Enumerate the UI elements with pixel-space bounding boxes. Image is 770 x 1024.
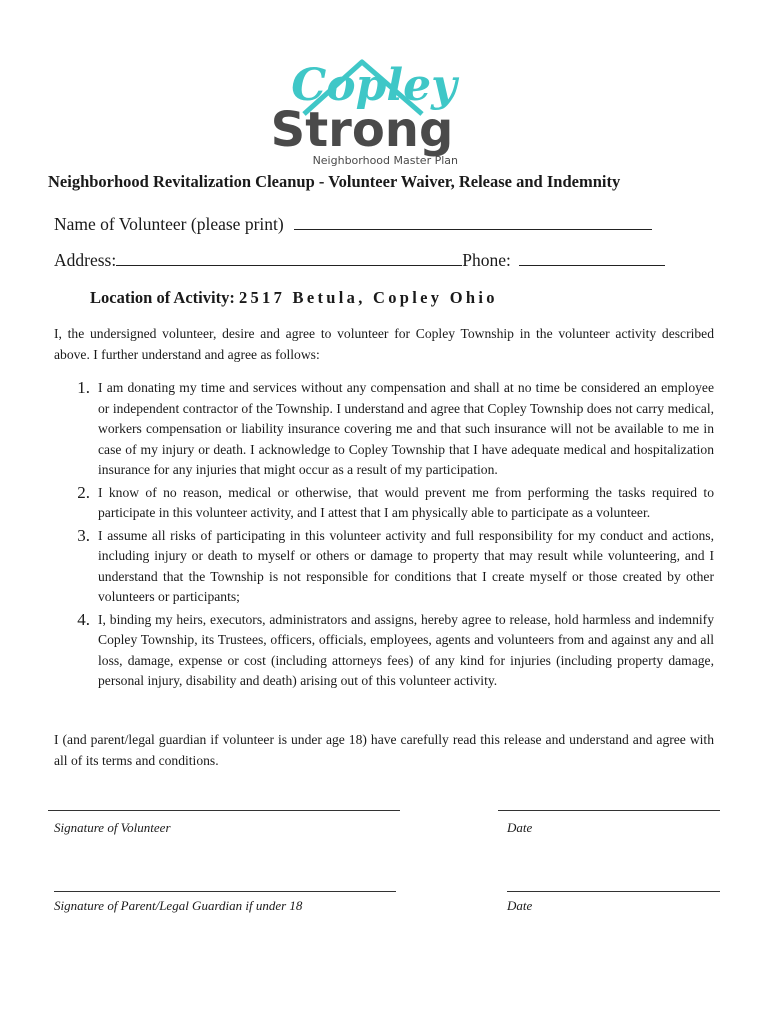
list-item <box>54 483 714 524</box>
address-label: Address: <box>54 250 117 270</box>
volunteer-name-label: Name of Volunteer (please print) <box>54 214 284 234</box>
term-text: I know of no reason, medical or otherwise, that would prevent me from performing the tasks required to participate in this volunteer activity, and I attest that I am physically able to participate as a volunteer. <box>98 484 714 520</box>
date-line-2[interactable] <box>507 891 720 892</box>
list-item <box>54 526 714 608</box>
guardian-signature-line[interactable] <box>54 891 396 892</box>
term-text: I, binding my heirs, executors, administrators and assigns, hereby agree to release, hold harmless and indemnify Copley Township, its Trustees, officers, officials, employees, agents and volunteers from and against any and all loss, damage, expense or cost (including attorneys fees) of any kind for injuries (including property damage, personal injury, disability and death) arising out of this volunteer activity. <box>98 611 714 688</box>
intro-paragraph: I, the undersigned volunteer, desire and agree to volunteer for Copley Township in the volunteer activity described above. I further understand and agree as follows: <box>54 326 714 362</box>
list-item <box>54 378 714 481</box>
date-label-2: Date <box>507 898 533 913</box>
svg-text:Neighborhood Master Plan: Neighborhood Master Plan <box>312 154 458 167</box>
location-of-activity <box>90 288 498 308</box>
copley-strong-logo <box>262 48 474 170</box>
closing-paragraph: I (and parent/legal guardian if volunteer is under age 18) have carefully read this release and understand and agree with all of its terms and conditions. <box>54 732 714 768</box>
location-label: Location of Activity: <box>90 288 235 307</box>
volunteer-name-row <box>54 214 652 235</box>
term-number: 2. <box>77 482 90 502</box>
term-text: I assume all risks of participating in this volunteer activity and full responsibility for my conduct and actions, including injury or death to myself or others or damage to property that may result while volunteering, and I understand that the Township is not responsible for conditions that I create myself or those created by other volunteers or participants; <box>98 527 714 604</box>
address-blank[interactable] <box>116 250 462 266</box>
volunteer-name-blank[interactable] <box>294 214 652 230</box>
date-label-1: Date <box>507 820 533 835</box>
location-value: 2517 Betula, Copley Ohio <box>238 288 498 307</box>
guardian-signature-label: Signature of Parent/Legal Guardian if under 18 <box>54 898 303 913</box>
term-number: 4. <box>77 609 90 629</box>
address-phone-row <box>54 250 665 271</box>
phone-blank[interactable] <box>519 250 665 266</box>
date-line-1[interactable] <box>498 810 720 811</box>
terms-list <box>54 378 714 694</box>
volunteer-signature-label: Signature of Volunteer <box>54 820 171 835</box>
svg-text:Strong: Strong <box>270 102 454 158</box>
document-title: Neighborhood Revitalization Cleanup - Volunteer Waiver, Release and Indemnity <box>48 172 621 191</box>
term-number: 3. <box>77 525 90 545</box>
svg-text:Copley: Copley <box>291 60 457 111</box>
term-text: I am donating my time and services without any compensation and shall at no time be considered an employee or independent contractor of the Township. I understand and agree that Copley Township does not carry medical, workers compensation or liability insurance covering me and that such insurance will not be available to me in case of my injury or death. I acknowledge to Copley Township that I have adequate medical and hospitalization insurance for any injuries that might occur as a result of my participation. <box>98 380 714 477</box>
term-number: 1. <box>77 378 90 397</box>
phone-label: Phone: <box>462 250 511 270</box>
volunteer-signature-line[interactable] <box>48 810 400 811</box>
list-item <box>54 610 714 692</box>
